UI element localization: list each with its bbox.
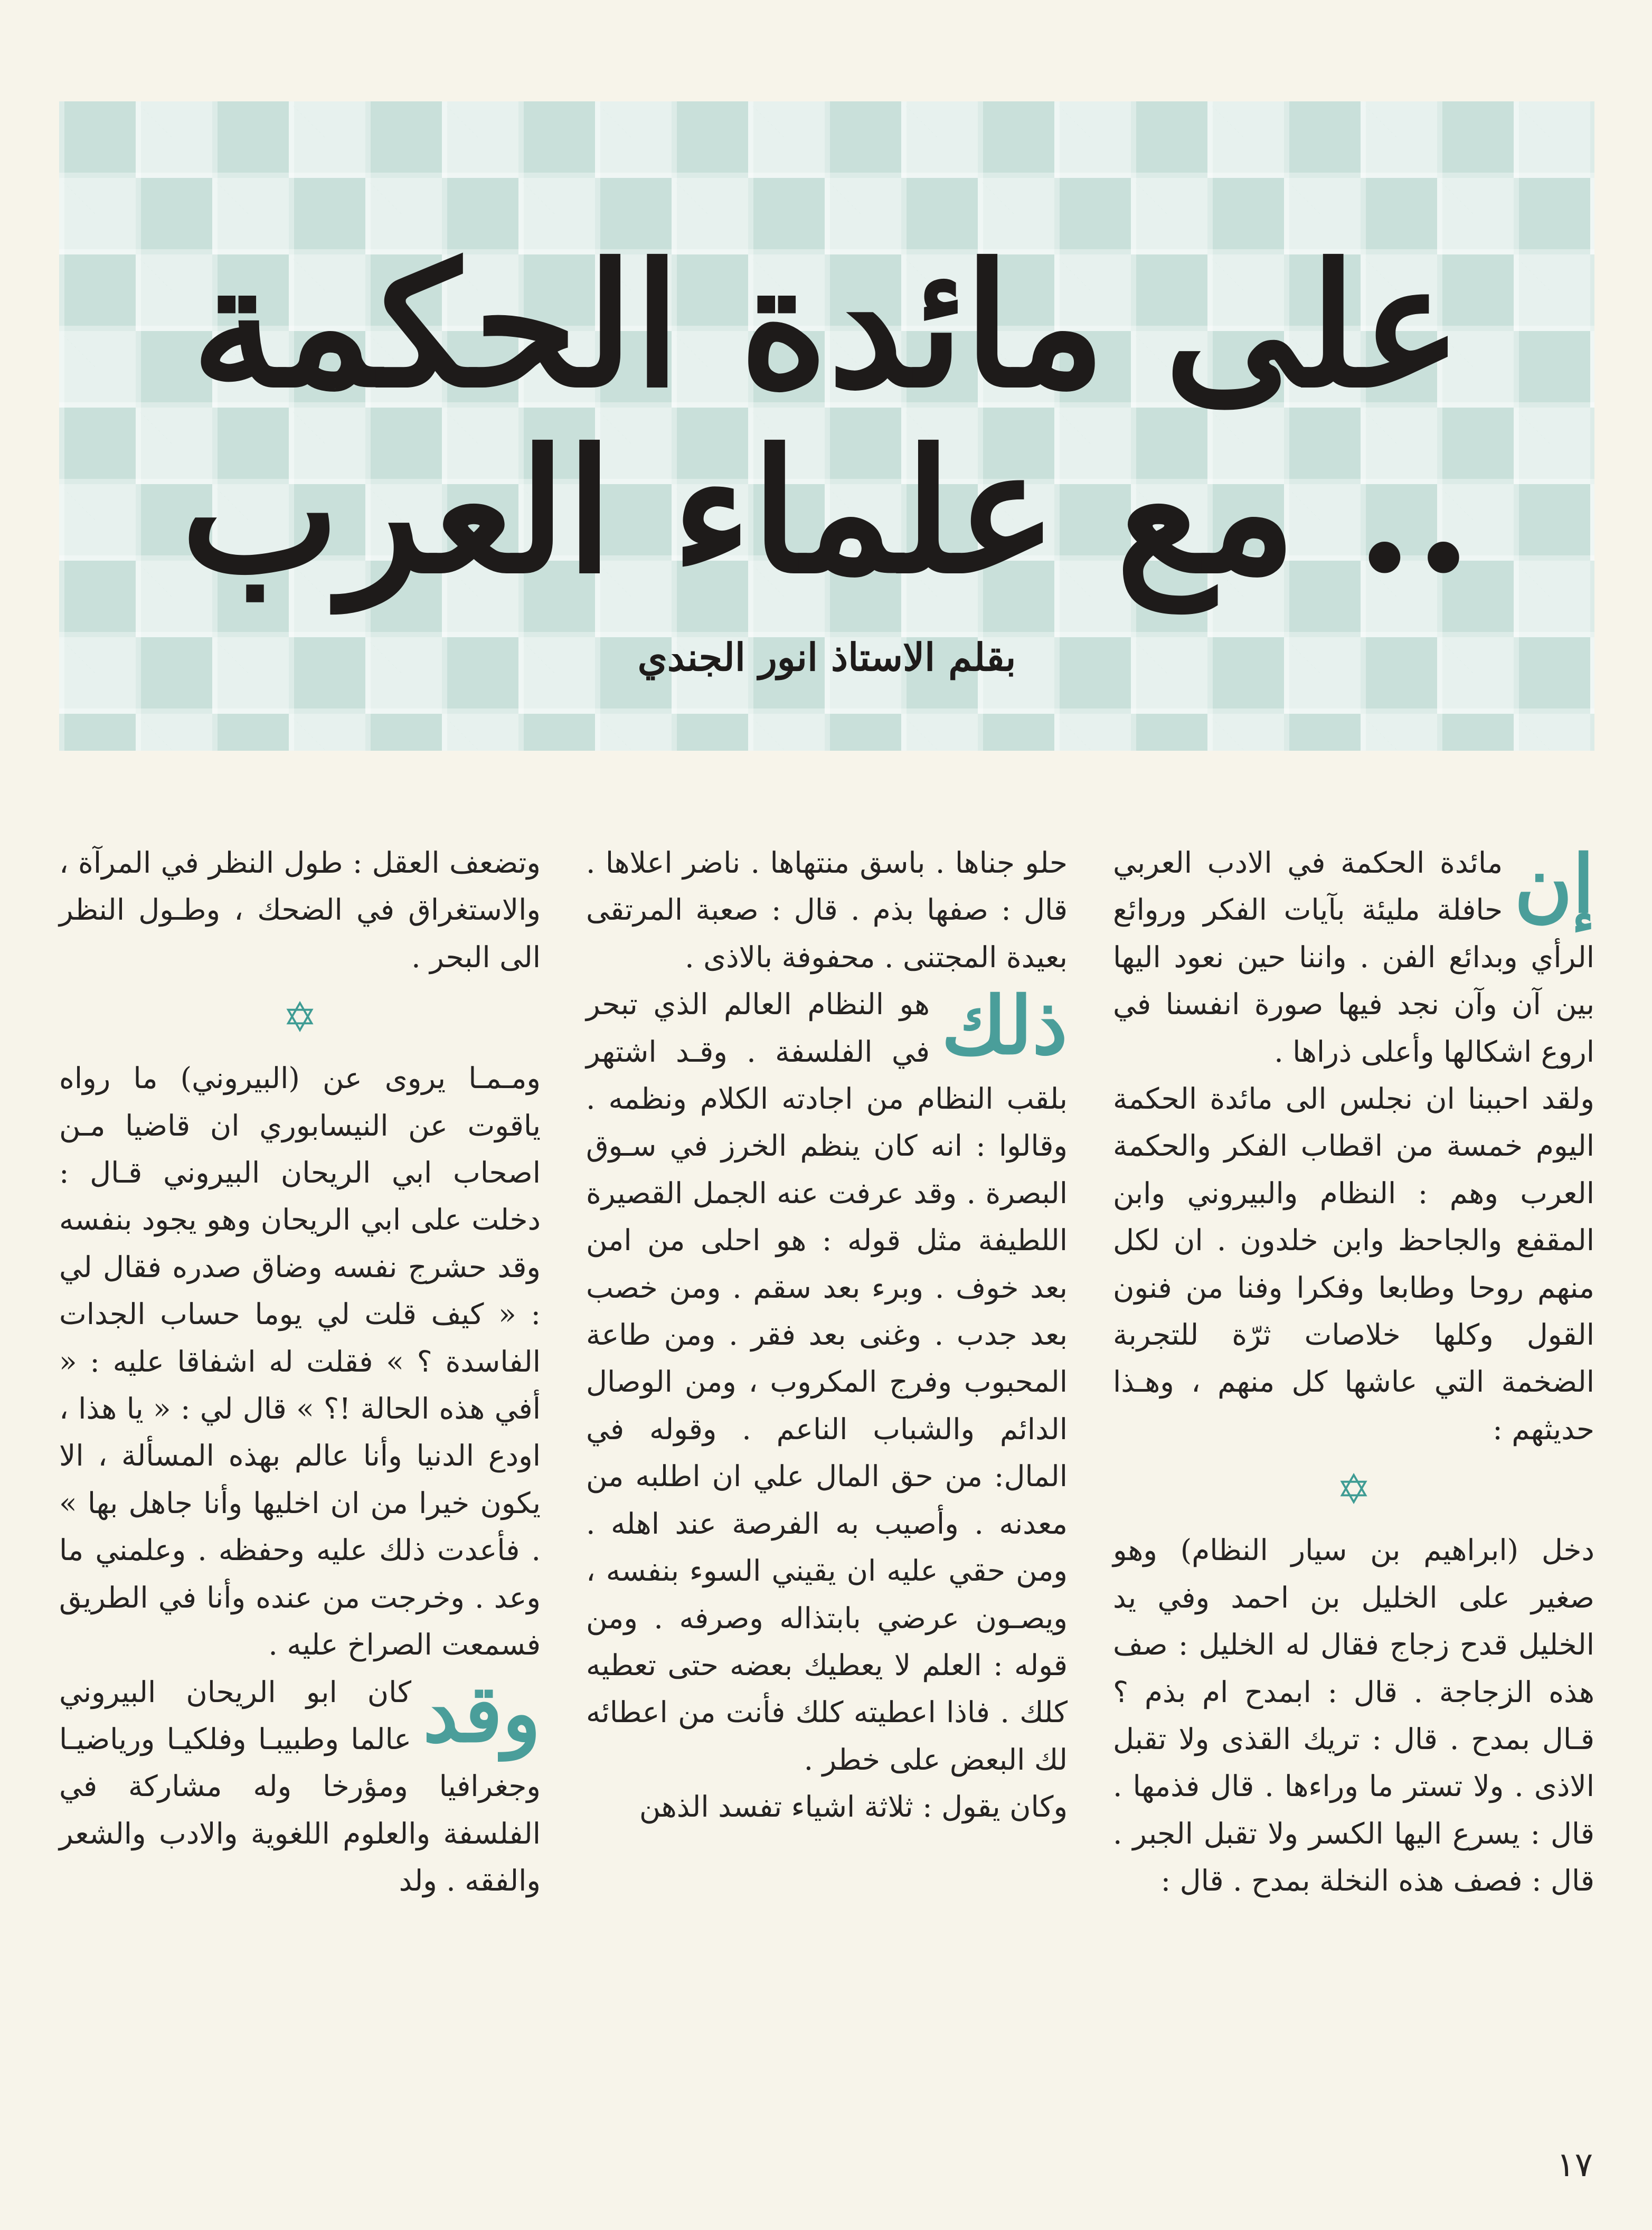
column-left (59, 839, 541, 2117)
column-middle (586, 839, 1068, 2117)
article-title: على مائدة الحكمة .. مع علماء العرب (181, 227, 1473, 611)
drop-cap-left: وقد (423, 1667, 541, 1760)
paragraph: حلو جناها . باسق منتهاها . ناضر اعلاها . قال : صفها بذم . قال : صعبة المرتقى بعيدة المجتنى . محفوفة بالاذى . (586, 846, 1068, 974)
paragraph: مائدة الحكمة في الادب العربي حافلة مليئة بآيات الفكر وروائع الرأي وبدائع الفن . واننا حين نعود اليها بين آن وآن نجد فيها صورة انفسنا في اروع اشكالها وأعلى ذراها . (1113, 846, 1594, 1069)
article-columns (59, 839, 1594, 2117)
paragraph: كان ابو الريحان البيروني عالما وطبيبـا وفلكيـا ورياضيـا وجغرافيا ومؤرخا وله مشاركة في الفلسفة والعلوم اللغوية والادب والشعر والفقه . ولد (59, 1675, 541, 1898)
paragraph: ومـمـا يروى عن (البيروني) ما رواه ياقوت عن النيسابوري ان قاضيا مـن اصحاب ابي الريحان البيروني قـال : دخلت على ابي الريحان وهو يجود بنفسه وقد حشرج نفسه وضاق صدره فقال لي : « كيف قلت لي يوما حساب الجدات الفاسدة ؟ » فقلت له اشفاقا عليه : « أفي هذه الحالة !؟ » قال لي : « يا هذا ، اودع الدنيا وأنا عالم بهذه المسألة ، الا يكون خيرا من ان اخليها وأنا جاهل بها » . فأعدت ذلك عليه وحفظه . وعلمني ما وعد . وخرجت من عنده وأنا في الطريق فسمعت الصراخ عليه . (59, 1061, 541, 1662)
column-right (1113, 839, 1594, 2117)
paragraph: وكان يقول : ثلاثة اشياء تفسد الذهن (639, 1790, 1068, 1824)
paragraph: وتضعف العقل : طول النظر في المرآة ، والاستغراق في الضحك ، وطـول النظر الى البحر . (59, 846, 541, 974)
drop-cap-middle: ذلك (941, 979, 1068, 1073)
star-ornament-icon: ✡ (282, 994, 317, 1042)
drop-cap-right: إن (1514, 838, 1594, 931)
paragraph: هو النظام العالم الذي تبحر في الفلسفة . وقـد اشتهر بلقب النظام من اجادته الكلام ونظمه . وقالوا : انه كان ينظم الخرز في سـوق البصرة . وقد عرفت عنه الجمل القصيرة اللطيفة مثل قوله : هو احلى من امن بعد خوف . وبرء بعد سقم . ومن خصب بعد جدب . وغنى بعد فقر . ومن طاعة المحبوب وفرج المكروب ، ومن الوصال الدائم والشباب الناعم . وقوله في المال: من حق المال علي ان اطلبه من معدنه . وأصيب به الفرصة عند اهله . ومن حقي عليه ان يقيني السوء بنفسه ، ويصـون عرضي بابتذاله وصرفه . ومن قوله : العلم لا يعطيك بعضه حتى تعطيه كلك . فاذا اعطيته كلك فأنت من اعطائه لك البعض على خطر . (586, 987, 1068, 1777)
author-byline: بقلم الاستاذ انور الجندي (637, 635, 1016, 679)
star-ornament-icon: ✡ (1336, 1466, 1371, 1514)
page-number: ١٧ (1556, 2146, 1593, 2185)
paragraph: دخل (ابراهيم بن سيار النظام) وهو صغير على الخليل بن احمد وفي يد الخليل قدح زجاج فقال له الخليل : صف هذه الزجاجة . قال : ابمدح ام بذم ؟ قـال بمدح . قال : تريك القذى ولا تقبل الاذى . ولا تستر ما وراءها . قال فذمها . قال : يسرع اليها الكسر ولا تقبل الجبر . قال : فصف هذه النخلة بمدح . قال : (1113, 1533, 1594, 1898)
paragraph: ولقد احببنا ان نجلس الى مائدة الحكمة اليوم خمسة من اقطاب الفكر والحكمة العرب وهم : النظام والبيروني وابن المقفع والجاحظ وابن خلدون . ان لكل منهم روحا وطابعا وفكرا وفنا من فنون القول وكلها خلاصات ثرّة للتجربة الضخمة التي عاشها كل منهم ، وهـذا حديثهم : (1113, 1082, 1594, 1446)
title-banner (59, 101, 1594, 751)
